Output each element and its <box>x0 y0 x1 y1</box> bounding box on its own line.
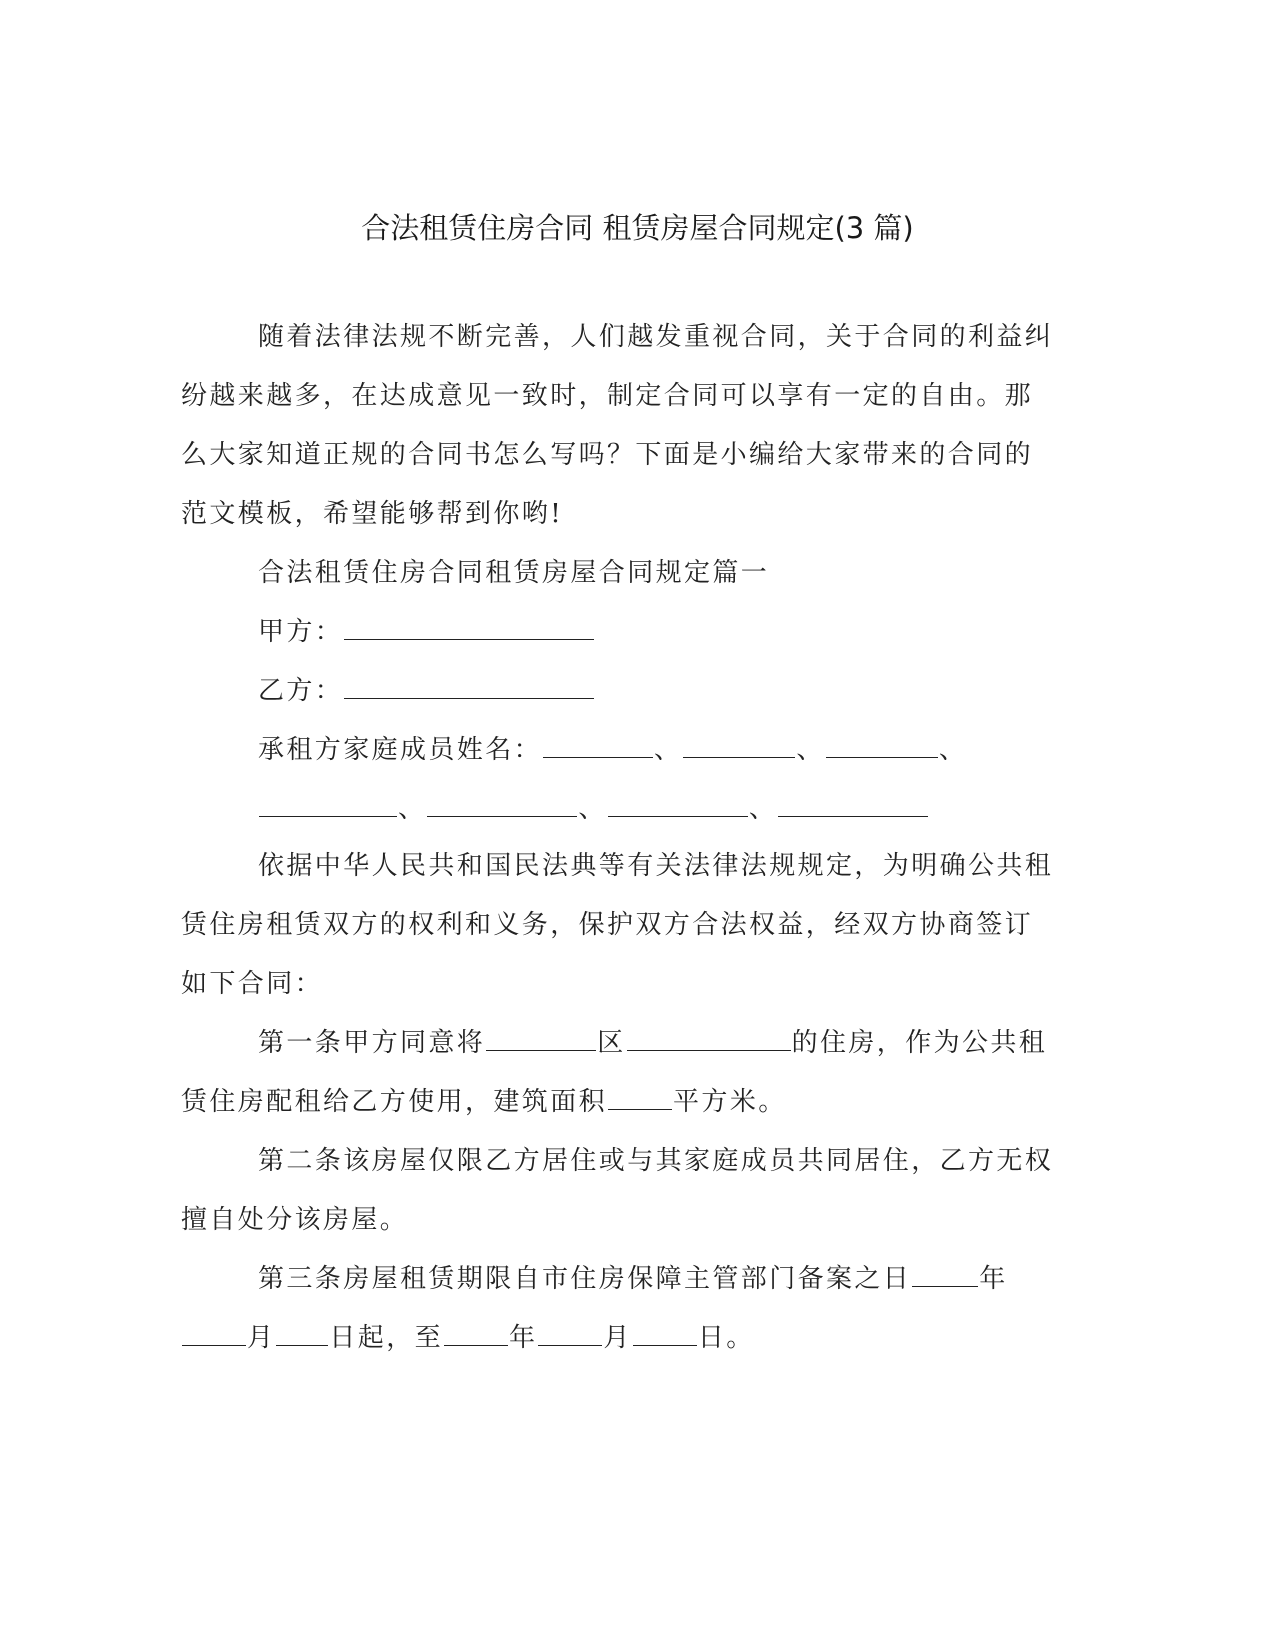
day-from-label: 日起，至 <box>329 1323 444 1353</box>
area-blank <box>608 1085 672 1110</box>
article-1-text: 平方米。 <box>673 1087 787 1117</box>
separator: 、 <box>578 794 607 824</box>
article-2-line-1: 第二条该房屋仅限乙方居住或与其家庭成员共同居住，乙方无权 <box>258 1146 1054 1176</box>
separator: 、 <box>398 794 427 824</box>
intro-line-4: 范文模板，希望能够帮到你哟! <box>181 499 564 529</box>
party-b-line <box>258 671 595 711</box>
article-1-text: 的住房，作为公共租 <box>791 1028 1048 1058</box>
article-3-line-1 <box>258 1259 1008 1299</box>
month-label: 月 <box>603 1323 632 1353</box>
intro-line-1: 随着法律法规不断完善，人们越发重视合同，关于合同的利益纠 <box>258 322 1054 352</box>
end-day-blank <box>633 1321 697 1346</box>
family-blank <box>259 792 397 817</box>
document-title: 合法租赁住房合同 租赁房屋合同规定(3 篇) <box>361 211 914 245</box>
article-3-text: 第三条房屋租赁期限自市住房保障主管部门备案之日 <box>258 1264 912 1294</box>
article-1-text: 第一条甲方同意将 <box>258 1028 486 1058</box>
family-blank <box>608 792 748 817</box>
family-blank <box>683 733 795 758</box>
article-2-line-2: 擅自处分该房屋。 <box>181 1205 409 1235</box>
party-a-line <box>258 612 595 652</box>
article-1-line-2 <box>181 1082 787 1122</box>
party-b-blank <box>344 674 594 699</box>
year-blank <box>912 1262 978 1287</box>
year-label: 年 <box>979 1264 1008 1294</box>
month-label: 月 <box>247 1323 276 1353</box>
family-blank <box>778 792 928 817</box>
day-end-label: 日。 <box>697 1323 755 1353</box>
family-blank <box>826 733 938 758</box>
article-3-line-2 <box>181 1318 755 1358</box>
party-a-blank <box>344 615 594 640</box>
month-blank <box>182 1321 246 1346</box>
day-blank <box>276 1321 328 1346</box>
basis-line-2: 赁住房租赁双方的权利和义务，保护双方合法权益，经双方协商签订 <box>181 910 1034 940</box>
separator: 、 <box>748 794 778 824</box>
basis-line-3: 如下合同： <box>181 969 324 999</box>
end-month-blank <box>538 1321 602 1346</box>
family-members-line <box>258 730 967 770</box>
party-b-label: 乙方： <box>258 676 344 706</box>
article-1-text: 区 <box>597 1028 626 1058</box>
family-blank <box>427 792 577 817</box>
family-members-line-2 <box>258 789 929 829</box>
separator: 、 <box>796 735 825 765</box>
separator: 、 <box>938 735 968 765</box>
family-blank <box>543 733 653 758</box>
year-label: 年 <box>509 1323 538 1353</box>
intro-line-3: 么大家知道正规的合同书怎么写吗？下面是小编给大家带来的合同的 <box>181 440 1034 470</box>
end-year-blank <box>444 1321 508 1346</box>
intro-line-2: 纷越来越多，在达成意见一致时，制定合同可以享有一定的自由。那 <box>181 381 1034 411</box>
separator: 、 <box>654 735 683 765</box>
district-blank <box>486 1026 596 1051</box>
party-a-label: 甲方： <box>258 617 344 647</box>
article-1-line-1 <box>258 1023 1047 1063</box>
article-1-text: 赁住房配租给乙方使用，建筑面积 <box>181 1087 608 1117</box>
family-label: 承租方家庭成员姓名： <box>258 735 543 765</box>
section-heading: 合法租赁住房合同租赁房屋合同规定篇一 <box>258 558 770 588</box>
basis-line-1: 依据中华人民共和国民法典等有关法律法规规定，为明确公共租 <box>258 851 1054 881</box>
address-blank <box>627 1026 791 1051</box>
